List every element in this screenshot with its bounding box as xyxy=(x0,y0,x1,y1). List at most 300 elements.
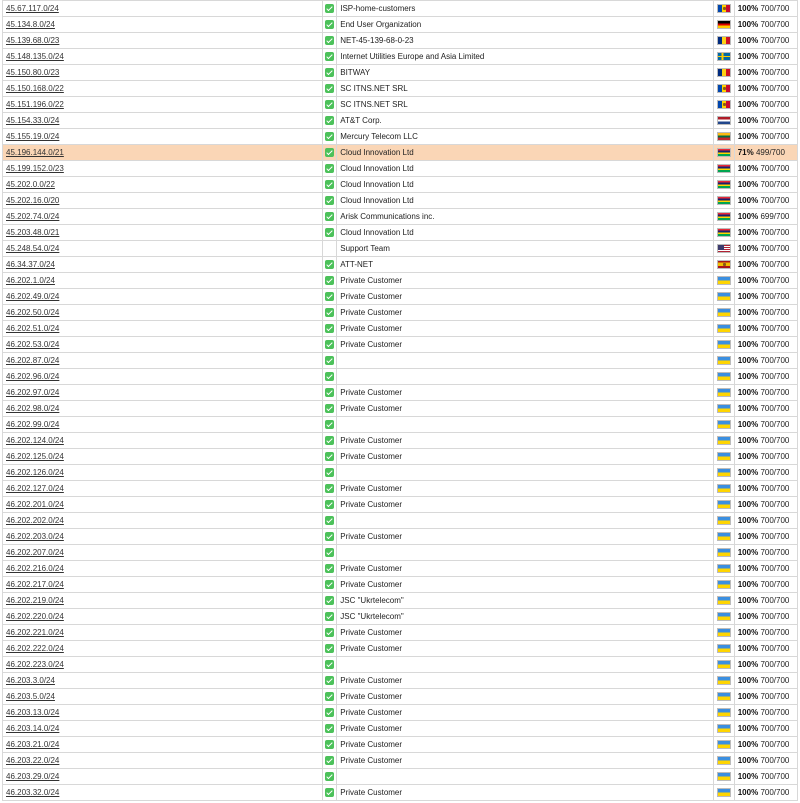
table-row xyxy=(3,289,798,305)
score-value: 700/700 xyxy=(760,436,790,445)
table-row xyxy=(3,1,798,17)
prefix-link[interactable]: 46.34.37.0/24 xyxy=(6,260,55,269)
prefix-link[interactable]: 45.155.19.0/24 xyxy=(6,132,60,141)
prefix-cell xyxy=(3,609,323,625)
check-icon xyxy=(325,676,334,685)
table-row xyxy=(3,97,798,113)
check-cell xyxy=(323,305,337,321)
flag-cell xyxy=(713,769,734,785)
check-cell xyxy=(323,689,337,705)
prefix-link[interactable]: 46.202.51.0/24 xyxy=(6,324,60,333)
score-percent: 100% xyxy=(737,372,759,381)
org-name: Internet Utilities Europe and Asia Limited xyxy=(340,52,485,61)
prefix-cell xyxy=(3,17,323,33)
org-name: Private Customer xyxy=(340,580,403,589)
score-value: 700/700 xyxy=(760,116,790,125)
check-icon xyxy=(325,484,334,493)
prefix-link[interactable]: 46.203.21.0/24 xyxy=(6,740,60,749)
prefix-link[interactable]: 46.202.222.0/24 xyxy=(6,644,64,653)
org-name: Cloud Innovation Ltd xyxy=(340,196,414,205)
org-name: Private Customer xyxy=(340,452,403,461)
check-cell xyxy=(323,481,337,497)
check-icon xyxy=(325,628,334,637)
flag-cell xyxy=(713,305,734,321)
prefix-link[interactable]: 46.202.207.0/24 xyxy=(6,548,64,557)
score-cell xyxy=(734,129,797,145)
score-cell xyxy=(734,1,797,17)
score-value: 700/700 xyxy=(760,196,790,205)
score-value: 700/700 xyxy=(760,244,790,253)
score-percent: 100% xyxy=(737,260,759,269)
score-cell xyxy=(734,465,797,481)
org-name: Private Customer xyxy=(340,644,403,653)
score-percent: 100% xyxy=(737,564,759,573)
org-cell xyxy=(337,17,713,33)
score-cell xyxy=(734,545,797,561)
prefix-cell xyxy=(3,321,323,337)
country-flag-icon xyxy=(717,676,731,685)
flag-cell xyxy=(713,593,734,609)
score-percent: 100% xyxy=(737,308,759,317)
org-name: JSC "Ukrtelecom" xyxy=(340,596,404,605)
table-row xyxy=(3,177,798,193)
prefix-link[interactable]: 46.202.202.0/24 xyxy=(6,516,64,525)
org-cell xyxy=(337,305,713,321)
check-cell xyxy=(323,289,337,305)
prefix-cell xyxy=(3,1,323,17)
table-row xyxy=(3,65,798,81)
score-value: 700/700 xyxy=(760,132,790,141)
check-cell xyxy=(323,497,337,513)
table-row xyxy=(3,449,798,465)
country-flag-icon xyxy=(717,212,731,221)
country-flag-icon xyxy=(717,20,731,29)
country-flag-icon xyxy=(717,356,731,365)
org-cell xyxy=(337,753,713,769)
country-flag-icon xyxy=(717,228,731,237)
check-icon xyxy=(325,52,334,61)
check-cell xyxy=(323,385,337,401)
org-cell xyxy=(337,241,713,257)
check-cell xyxy=(323,641,337,657)
prefix-link[interactable]: 46.202.126.0/24 xyxy=(6,468,64,477)
table-row xyxy=(3,785,798,801)
check-icon xyxy=(325,788,334,797)
prefix-link[interactable]: 46.202.96.0/24 xyxy=(6,372,60,381)
prefix-cell xyxy=(3,689,323,705)
flag-cell xyxy=(713,417,734,433)
score-value: 700/700 xyxy=(760,580,790,589)
prefix-link[interactable]: 45.202.0.0/22 xyxy=(6,180,55,189)
prefix-link[interactable]: 46.202.87.0/24 xyxy=(6,356,60,365)
flag-cell xyxy=(713,641,734,657)
score-cell xyxy=(734,17,797,33)
score-cell xyxy=(734,577,797,593)
score-value: 700/700 xyxy=(760,372,790,381)
check-icon xyxy=(325,212,334,221)
table-row xyxy=(3,305,798,321)
prefix-cell xyxy=(3,561,323,577)
score-percent: 100% xyxy=(737,180,759,189)
check-icon xyxy=(325,612,334,621)
score-value: 700/700 xyxy=(760,484,790,493)
flag-cell xyxy=(713,17,734,33)
prefix-link[interactable]: 45.150.80.0/23 xyxy=(6,68,60,77)
org-name: Private Customer xyxy=(340,484,403,493)
org-name: ATT-NET xyxy=(340,260,373,269)
table-row xyxy=(3,353,798,369)
table-row xyxy=(3,33,798,49)
flag-cell xyxy=(713,289,734,305)
org-cell xyxy=(337,449,713,465)
prefix-table xyxy=(2,0,798,801)
score-value: 700/700 xyxy=(760,532,790,541)
org-name: NET-45-139-68-0-23 xyxy=(340,36,414,45)
score-percent: 100% xyxy=(737,340,759,349)
org-cell xyxy=(337,529,713,545)
score-value: 700/700 xyxy=(760,340,790,349)
country-flag-icon xyxy=(717,516,731,525)
country-flag-icon xyxy=(717,596,731,605)
score-cell xyxy=(734,705,797,721)
prefix-cell xyxy=(3,177,323,193)
check-icon xyxy=(325,84,334,93)
check-cell xyxy=(323,193,337,209)
prefix-link[interactable]: 46.202.217.0/24 xyxy=(6,580,64,589)
country-flag-icon xyxy=(717,628,731,637)
org-cell xyxy=(337,705,713,721)
prefix-cell xyxy=(3,545,323,561)
country-flag-icon xyxy=(717,292,731,301)
flag-cell xyxy=(713,385,734,401)
prefix-cell xyxy=(3,289,323,305)
score-cell xyxy=(734,369,797,385)
score-value: 700/700 xyxy=(760,388,790,397)
org-cell xyxy=(337,1,713,17)
org-cell xyxy=(337,49,713,65)
score-value: 700/700 xyxy=(760,772,790,781)
check-icon xyxy=(325,292,334,301)
prefix-cell xyxy=(3,33,323,49)
prefix-link[interactable]: 45.199.152.0/23 xyxy=(6,164,64,173)
table-row xyxy=(3,497,798,513)
table-row xyxy=(3,689,798,705)
flag-cell xyxy=(713,449,734,465)
score-value: 700/700 xyxy=(760,84,790,93)
table-row xyxy=(3,193,798,209)
flag-cell xyxy=(713,737,734,753)
score-cell xyxy=(734,561,797,577)
flag-cell xyxy=(713,49,734,65)
prefix-link[interactable]: 46.202.124.0/24 xyxy=(6,436,64,445)
prefix-cell xyxy=(3,465,323,481)
prefix-link[interactable]: 45.202.74.0/24 xyxy=(6,212,60,221)
check-cell xyxy=(323,433,337,449)
flag-cell xyxy=(713,241,734,257)
prefix-link[interactable]: 45.139.68.0/23 xyxy=(6,36,60,45)
score-percent: 100% xyxy=(737,468,759,477)
check-icon xyxy=(325,708,334,717)
check-icon xyxy=(325,308,334,317)
table-row xyxy=(3,145,798,161)
table-row xyxy=(3,241,798,257)
score-percent: 100% xyxy=(737,244,759,253)
prefix-link[interactable]: 46.202.220.0/24 xyxy=(6,612,64,621)
org-cell xyxy=(337,257,713,273)
score-percent: 100% xyxy=(737,420,759,429)
score-cell xyxy=(734,225,797,241)
prefix-link[interactable]: 46.202.53.0/24 xyxy=(6,340,60,349)
check-icon xyxy=(325,324,334,333)
country-flag-icon xyxy=(717,500,731,509)
score-percent: 100% xyxy=(737,292,759,301)
score-cell xyxy=(734,49,797,65)
flag-cell xyxy=(713,225,734,241)
score-value: 700/700 xyxy=(760,612,790,621)
table-row xyxy=(3,737,798,753)
score-cell xyxy=(734,449,797,465)
table-row xyxy=(3,129,798,145)
org-cell xyxy=(337,97,713,113)
prefix-link[interactable]: 46.202.201.0/24 xyxy=(6,500,64,509)
prefix-cell xyxy=(3,721,323,737)
check-cell xyxy=(323,737,337,753)
prefix-link[interactable]: 46.202.219.0/24 xyxy=(6,596,64,605)
score-cell xyxy=(734,673,797,689)
flag-cell xyxy=(713,273,734,289)
check-icon xyxy=(325,68,334,77)
prefix-cell xyxy=(3,385,323,401)
prefix-link[interactable]: 45.154.33.0/24 xyxy=(6,116,60,125)
table-row xyxy=(3,433,798,449)
prefix-link[interactable]: 45.67.117.0/24 xyxy=(6,4,59,13)
country-flag-icon xyxy=(717,100,731,109)
flag-cell xyxy=(713,513,734,529)
org-cell xyxy=(337,65,713,81)
country-flag-icon xyxy=(717,420,731,429)
table-row xyxy=(3,625,798,641)
score-value: 700/700 xyxy=(760,164,790,173)
prefix-cell xyxy=(3,401,323,417)
prefix-link[interactable]: 46.202.97.0/24 xyxy=(6,388,60,397)
org-name: Private Customer xyxy=(340,388,403,397)
check-cell xyxy=(323,529,337,545)
prefix-link[interactable]: 46.202.203.0/24 xyxy=(6,532,64,541)
prefix-link[interactable]: 46.202.50.0/24 xyxy=(6,308,60,317)
org-name: Private Customer xyxy=(340,436,403,445)
score-value: 700/700 xyxy=(760,628,790,637)
flag-cell xyxy=(713,657,734,673)
check-icon xyxy=(325,356,334,365)
prefix-cell xyxy=(3,513,323,529)
prefix-cell xyxy=(3,769,323,785)
score-percent: 100% xyxy=(737,100,759,109)
check-cell xyxy=(323,513,337,529)
flag-cell xyxy=(713,433,734,449)
score-cell xyxy=(734,657,797,673)
check-icon xyxy=(325,436,334,445)
prefix-link[interactable]: 46.202.1.0/24 xyxy=(6,276,55,285)
country-flag-icon xyxy=(717,436,731,445)
check-cell xyxy=(323,353,337,369)
score-percent: 100% xyxy=(737,276,759,285)
score-percent: 100% xyxy=(737,724,759,733)
check-cell xyxy=(323,561,337,577)
table-row xyxy=(3,209,798,225)
flag-cell xyxy=(713,1,734,17)
prefix-link[interactable]: 46.202.223.0/24 xyxy=(6,660,64,669)
flag-cell xyxy=(713,97,734,113)
country-flag-icon xyxy=(717,244,731,253)
org-name: Private Customer xyxy=(340,564,403,573)
flag-cell xyxy=(713,465,734,481)
prefix-link[interactable]: 46.202.99.0/24 xyxy=(6,420,60,429)
table-row xyxy=(3,593,798,609)
flag-cell xyxy=(713,209,734,225)
check-icon xyxy=(325,276,334,285)
org-cell xyxy=(337,497,713,513)
score-value: 700/700 xyxy=(760,692,790,701)
check-icon xyxy=(325,532,334,541)
prefix-link[interactable]: 46.202.125.0/24 xyxy=(6,452,64,461)
score-cell xyxy=(734,417,797,433)
prefix-cell xyxy=(3,625,323,641)
prefix-cell xyxy=(3,753,323,769)
check-icon xyxy=(325,692,334,701)
prefix-link[interactable]: 46.203.22.0/24 xyxy=(6,756,60,765)
check-cell xyxy=(323,321,337,337)
table-row xyxy=(3,257,798,273)
org-cell xyxy=(337,721,713,737)
flag-cell xyxy=(713,321,734,337)
score-value: 499/700 xyxy=(755,148,785,157)
check-icon xyxy=(325,116,334,125)
country-flag-icon xyxy=(717,788,731,797)
prefix-link[interactable]: 45.148.135.0/24 xyxy=(6,52,64,61)
prefix-link[interactable]: 46.202.216.0/24 xyxy=(6,564,64,573)
org-name: Cloud Innovation Ltd xyxy=(340,180,414,189)
prefix-link[interactable]: 45.202.16.0/20 xyxy=(6,196,60,205)
org-cell xyxy=(337,289,713,305)
flag-cell xyxy=(713,561,734,577)
score-cell xyxy=(734,641,797,657)
check-cell xyxy=(323,369,337,385)
table-row xyxy=(3,49,798,65)
prefix-link[interactable]: 46.203.32.0/24 xyxy=(6,788,60,797)
country-flag-icon xyxy=(717,52,731,61)
score-percent: 100% xyxy=(737,596,759,605)
score-value: 700/700 xyxy=(760,516,790,525)
score-percent: 100% xyxy=(737,436,759,445)
check-icon xyxy=(325,516,334,525)
check-cell xyxy=(323,577,337,593)
check-icon xyxy=(325,564,334,573)
score-cell xyxy=(734,785,797,801)
org-cell xyxy=(337,273,713,289)
prefix-link[interactable]: 45.151.196.0/22 xyxy=(6,100,64,109)
table-row xyxy=(3,641,798,657)
prefix-link[interactable]: 46.202.49.0/24 xyxy=(6,292,60,301)
score-percent: 100% xyxy=(737,196,759,205)
org-name: ISP-home-customers xyxy=(340,4,416,13)
org-cell xyxy=(337,593,713,609)
prefix-link[interactable]: 45.196.144.0/21 xyxy=(6,148,64,157)
org-cell xyxy=(337,81,713,97)
org-name: AT&T Corp. xyxy=(340,116,382,125)
prefix-cell xyxy=(3,209,323,225)
score-cell xyxy=(734,65,797,81)
check-cell xyxy=(323,241,337,257)
check-icon xyxy=(325,580,334,589)
score-percent: 100% xyxy=(737,452,759,461)
prefix-cell xyxy=(3,481,323,497)
check-icon xyxy=(325,180,334,189)
check-icon xyxy=(325,340,334,349)
table-row xyxy=(3,609,798,625)
prefix-link[interactable]: 46.203.5.0/24 xyxy=(6,692,55,701)
flag-cell xyxy=(713,193,734,209)
org-name: Support Team xyxy=(340,244,390,253)
prefix-link[interactable]: 46.203.29.0/24 xyxy=(6,772,60,781)
prefix-link[interactable]: 45.134.8.0/24 xyxy=(6,20,55,29)
country-flag-icon xyxy=(717,468,731,477)
score-percent: 100% xyxy=(737,484,759,493)
org-cell xyxy=(337,641,713,657)
score-value: 700/700 xyxy=(760,180,790,189)
check-icon xyxy=(325,388,334,397)
score-cell xyxy=(734,513,797,529)
prefix-link[interactable]: 46.202.221.0/24 xyxy=(6,628,64,637)
score-cell xyxy=(734,289,797,305)
score-cell xyxy=(734,145,797,161)
org-name: SC ITNS.NET SRL xyxy=(340,84,408,93)
flag-cell xyxy=(713,481,734,497)
prefix-link[interactable]: 46.202.98.0/24 xyxy=(6,404,60,413)
prefix-link[interactable]: 45.203.48.0/21 xyxy=(6,228,60,237)
prefix-link[interactable]: 46.203.14.0/24 xyxy=(6,724,60,733)
score-value: 700/700 xyxy=(760,724,790,733)
prefix-cell xyxy=(3,497,323,513)
prefix-cell xyxy=(3,113,323,129)
prefix-cell xyxy=(3,593,323,609)
score-percent: 100% xyxy=(737,68,759,77)
score-value: 700/700 xyxy=(760,596,790,605)
prefix-link[interactable]: 46.202.127.0/24 xyxy=(6,484,64,493)
score-cell xyxy=(734,193,797,209)
prefix-cell xyxy=(3,81,323,97)
org-name: Cloud Innovation Ltd xyxy=(340,228,414,237)
check-icon xyxy=(325,404,334,413)
flag-cell xyxy=(713,81,734,97)
prefix-link[interactable]: 46.203.13.0/24 xyxy=(6,708,60,717)
score-percent: 100% xyxy=(737,628,759,637)
score-value: 700/700 xyxy=(760,228,790,237)
country-flag-icon xyxy=(717,372,731,381)
check-cell xyxy=(323,705,337,721)
prefix-link[interactable]: 45.150.168.0/22 xyxy=(6,84,64,93)
org-name: Private Customer xyxy=(340,324,403,333)
flag-cell xyxy=(713,161,734,177)
check-cell xyxy=(323,753,337,769)
org-cell xyxy=(337,657,713,673)
score-percent: 100% xyxy=(737,388,759,397)
prefix-cell xyxy=(3,241,323,257)
prefix-cell xyxy=(3,657,323,673)
prefix-link[interactable]: 46.203.3.0/24 xyxy=(6,676,55,685)
score-value: 700/700 xyxy=(760,276,790,285)
prefix-link[interactable]: 45.248.54.0/24 xyxy=(6,244,60,253)
flag-cell xyxy=(713,609,734,625)
